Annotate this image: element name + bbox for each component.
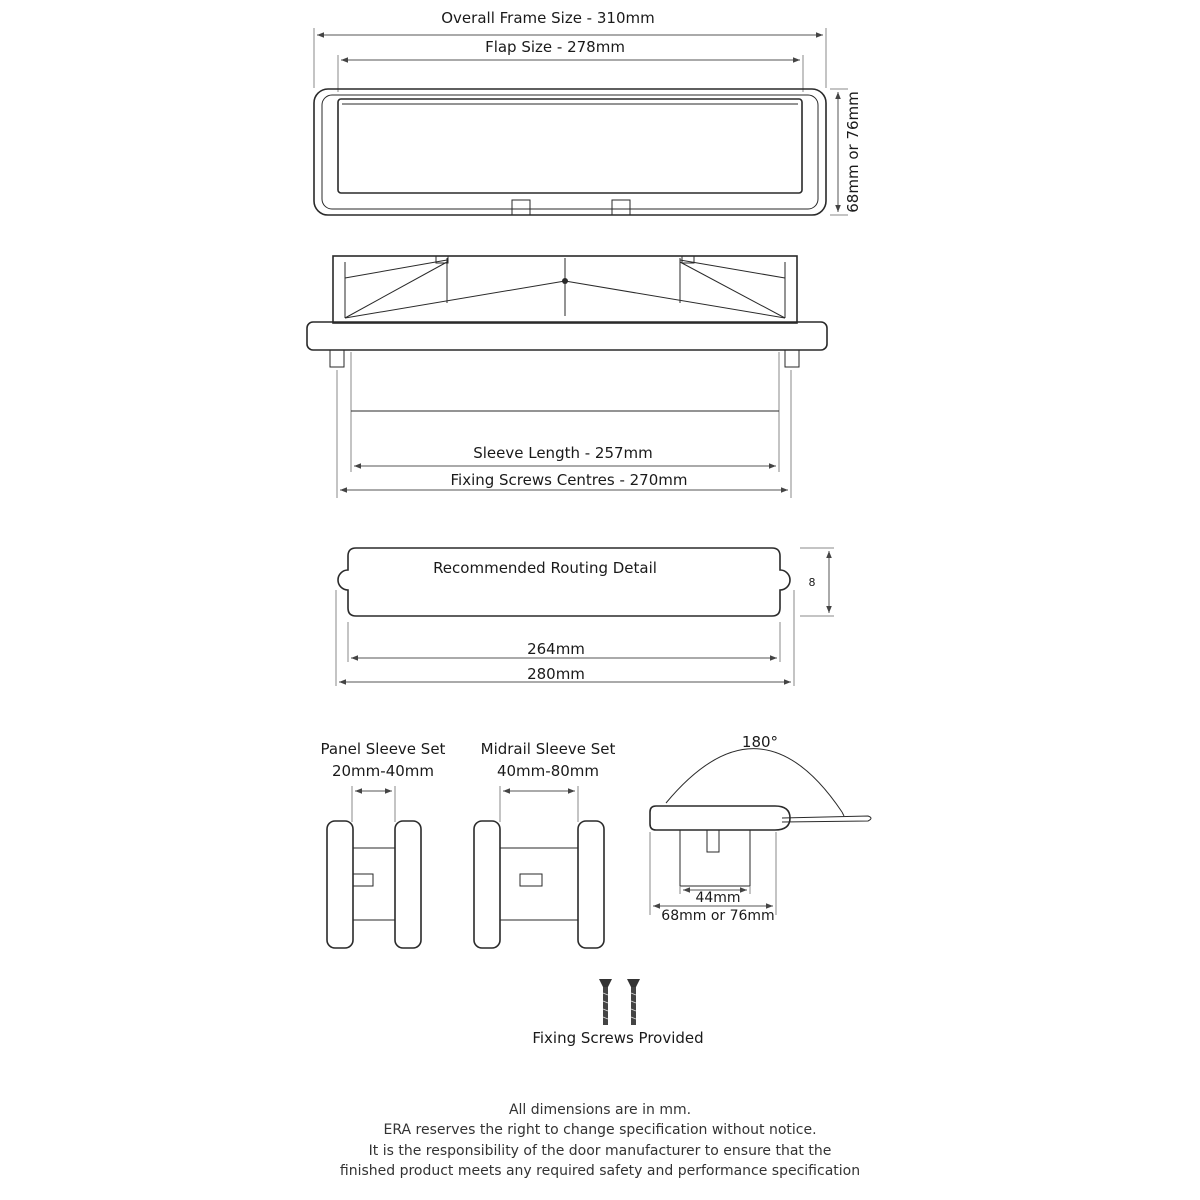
frame-profile	[650, 806, 790, 830]
panel-sleeve-title: Panel Sleeve Set	[320, 740, 446, 758]
footer-line: finished product meets any required safety and performance specification	[339, 1163, 861, 1179]
inner-dimension-label: 44mm	[695, 890, 741, 906]
sleeve-length-label: Sleeve Length - 257mm	[473, 444, 653, 462]
sleeve-body	[500, 848, 578, 920]
midrail-sleeve-title: Midrail Sleeve Set	[480, 740, 616, 758]
outer-frame	[314, 89, 826, 215]
sleeve-slot	[707, 830, 719, 852]
arc-end	[842, 812, 844, 816]
side-view	[650, 733, 871, 924]
footer-line: ERA reserves the right to change specification without notice.	[383, 1122, 817, 1138]
fixing-centres-label: Fixing Screws Centres - 270mm	[450, 471, 688, 489]
sleeve-plate-left	[327, 821, 353, 948]
footer-notes	[340, 1102, 860, 1179]
sleeve-plate-right	[578, 821, 604, 948]
angle-label: 180°	[741, 733, 779, 751]
routing-title: Recommended Routing Detail	[433, 559, 657, 577]
flap-size-label: Flap Size - 278mm	[485, 38, 625, 56]
flap	[338, 99, 802, 193]
fixing-screws	[532, 979, 703, 1047]
panel-sleeve-range: 20mm-40mm	[331, 762, 435, 780]
screw-boss	[330, 350, 344, 367]
screw-icon	[627, 979, 640, 1025]
sleeve-profile	[680, 830, 750, 886]
front-view	[314, 9, 862, 215]
sleeve-tab	[353, 874, 373, 886]
screws-label: Fixing Screws Provided	[532, 1029, 704, 1047]
routing-detail	[336, 548, 834, 686]
top-view	[307, 256, 827, 498]
sleeve-body	[353, 848, 395, 920]
hinge-tab	[512, 200, 530, 215]
routing-outer-label: 280mm	[527, 665, 585, 683]
brace	[680, 260, 785, 278]
screw-boss	[785, 350, 799, 367]
inner-frame	[322, 95, 818, 209]
swing-arc	[666, 749, 842, 812]
screw-icon	[599, 979, 612, 1025]
flap-open	[782, 816, 871, 822]
footer-line: All dimensions are in mm.	[508, 1102, 692, 1118]
brace	[345, 260, 447, 278]
footer-line: It is the responsibility of the door manufacturer to ensure that the	[368, 1143, 832, 1159]
centre-pivot	[562, 278, 568, 284]
front-frame	[307, 322, 827, 350]
routing-inner-label: 264mm	[527, 640, 585, 658]
sleeve-plate-left	[474, 821, 500, 948]
midrail-sleeve-range: 40mm-80mm	[496, 762, 600, 780]
hinge-tab	[612, 200, 630, 215]
overall-frame-label: Overall Frame Size - 310mm	[441, 9, 655, 27]
midrail-sleeve-set	[474, 740, 615, 948]
outer-dimension-label: 68mm or 76mm	[661, 908, 775, 924]
brace	[565, 281, 785, 318]
panel-sleeve-set	[321, 740, 446, 948]
sleeve-plate-right	[395, 821, 421, 948]
sleeve-tab	[520, 874, 542, 886]
depth-label: 68mm or 76mm	[844, 91, 862, 213]
routing-height-label: 8	[808, 576, 816, 589]
